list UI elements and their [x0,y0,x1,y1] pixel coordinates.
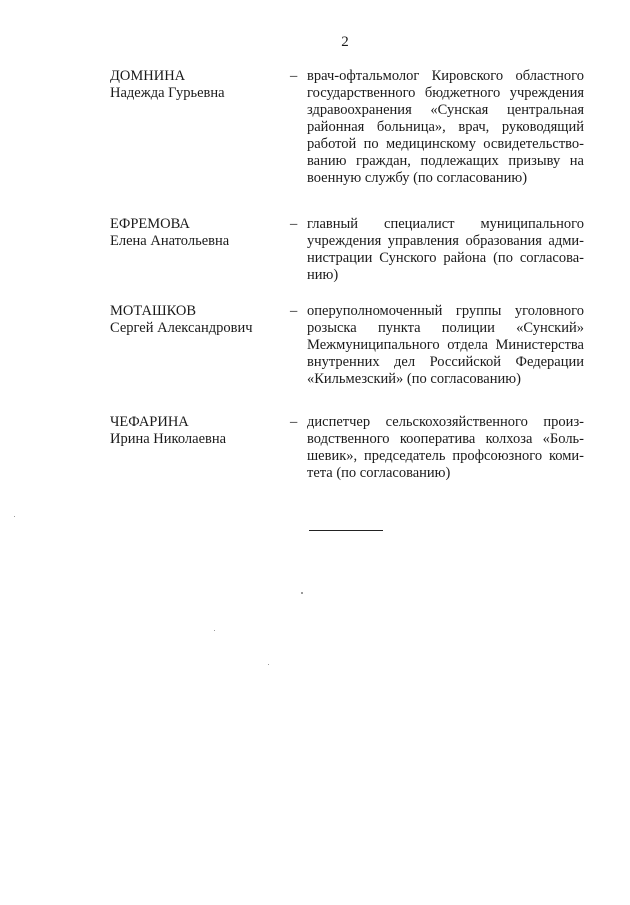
member-name [110,68,290,102]
role-line: тета (по согласованию) [307,465,451,481]
member-surname: ЕФРЕМОВА [110,216,190,232]
list-dash: – [290,414,298,430]
scan-speck [14,516,15,517]
role-line: районная больница», врач, руководящий [307,119,584,135]
member-name [110,303,290,337]
member-given-names: Ирина Николаевна [110,431,227,447]
role-line: Межмуниципального отдела Министерства [307,337,584,353]
role-line: ванию граждан, подлежащих призыву на [307,153,584,169]
scan-speck [301,592,303,594]
role-line: главный специалист муниципального [307,216,584,232]
member-surname: ДОМНИНА [110,68,186,84]
role-line: розыска пункта полиции «Сунский» [307,320,584,336]
page-number: 2 [341,34,349,50]
role-line: военную службу (по согласованию) [307,170,528,186]
role-line: здравоохранения «Сунская центральная [307,102,584,118]
role-line: нистрации Сунского района (по согласова- [307,250,584,266]
member-role [307,414,584,482]
role-line: государственного бюджетного учреждения [307,85,584,101]
role-line: нию) [307,267,339,283]
list-dash: – [290,303,298,319]
scan-speck [214,630,215,631]
member-role [307,216,584,284]
list-dash: – [290,216,298,232]
member-given-names: Надежда Гурьевна [110,85,225,101]
member-name [110,216,290,250]
role-line: работой по медицинскому освидетельство- [307,136,584,152]
end-of-list-rule [309,530,383,531]
member-surname: МОТАШКОВ [110,303,197,319]
role-line: «Кильмезский» (по согласованию) [307,371,521,387]
role-line: учреждения управления образования адми- [307,233,584,249]
role-line: водственного кооператива колхоза «Боль- [307,431,584,447]
role-line: внутренних дел Российской Федерации [307,354,584,370]
list-dash: – [290,68,298,84]
member-role [307,303,584,388]
role-line: врач-офтальмолог Кировского областного [307,68,584,84]
role-line: оперуполномоченный группы уголовного [307,303,584,319]
member-given-names: Сергей Александрович [110,320,253,336]
member-role [307,68,584,187]
member-surname: ЧЕФАРИНА [110,414,189,430]
member-name [110,414,290,448]
role-line: диспетчер сельскохозяйственного произ- [307,414,584,430]
scan-speck [268,664,269,665]
member-given-names: Елена Анатольевна [110,233,230,249]
role-line: шевик», председатель профсоюзного коми- [307,448,584,464]
